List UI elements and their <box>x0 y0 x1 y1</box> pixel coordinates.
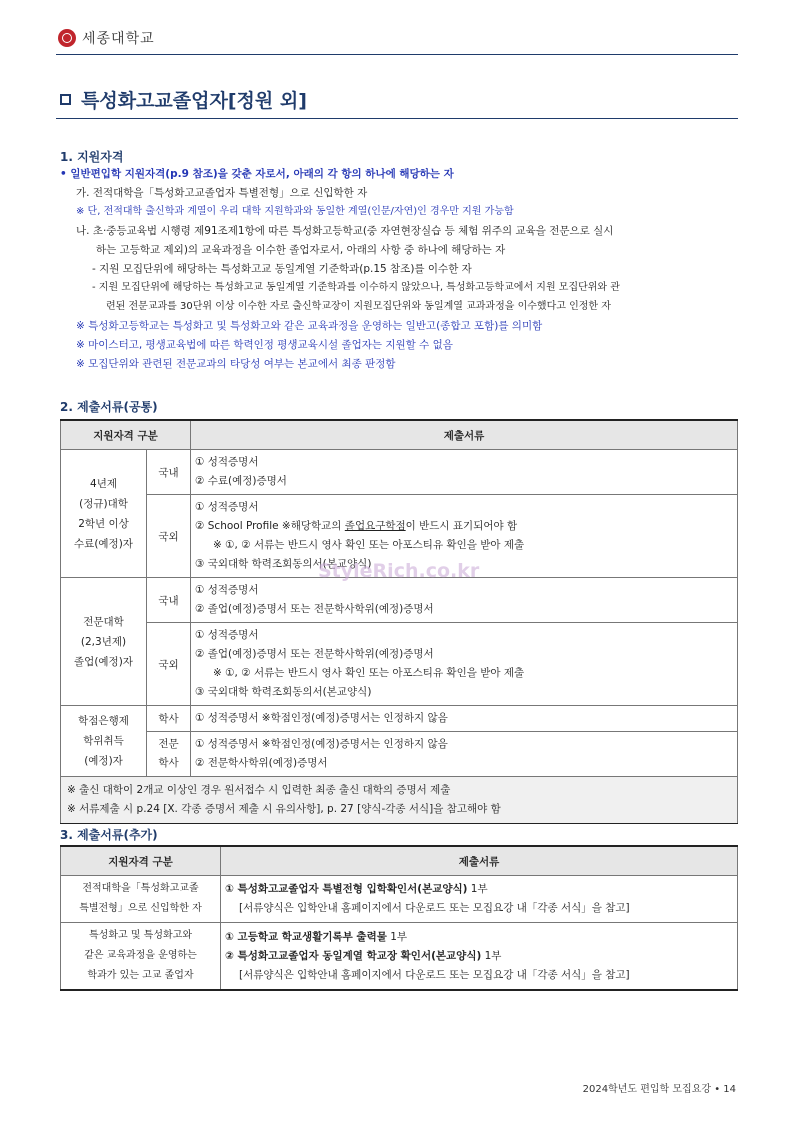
doc-line: ① 성적증명서 ※학점인정(예정)증명서는 인정하지 않음 <box>195 712 448 724</box>
group-junior-college: 전문대학 (2,3년제) 졸업(예정)자 <box>61 578 147 706</box>
col-header-documents: 제출서류 <box>221 846 738 876</box>
doc-note: [서류양식은 입학안내 홈페이지에서 다운로드 또는 모집요강 내「각종 서식」을 참고] <box>239 968 630 981</box>
doc-line: ① 성적증명서 <box>195 501 259 513</box>
doc-count: 1부 <box>481 949 502 962</box>
docs-transfer-special <box>221 876 738 923</box>
group-credit-bank: 학점은행제 학위취득 (예정)자 <box>61 706 147 777</box>
item-ga: 가. 전적대학을「특성화고교졸업자 특별전형」으로 신입학한 자 <box>76 187 368 199</box>
doc-text: ② School Profile ※해당학교의 <box>195 520 345 532</box>
doc-count: 1부 <box>386 930 408 943</box>
header-divider <box>56 54 738 55</box>
page-footer: 2024학년도 편입학 모집요강 • 14 <box>582 1084 736 1095</box>
eligibility-bullet: • 일반편입학 지원자격(p.9 참조)을 갖춘 자로서, 아래의 각 항의 하나에 해당하는 자 <box>60 168 454 180</box>
doc-note: [서류양식은 입학안내 홈페이지에서 다운로드 또는 모집요강 내「각종 서식」을 참고] <box>239 902 630 914</box>
item-na-dash1: - 지원 모집단위에 해당하는 특성화고교 동일계열 기준학과(p.15 참조)를 이수한 자 <box>92 263 472 275</box>
doc-line <box>225 880 733 899</box>
table-note: ※ 서류제출 시 p.24 [Ⅹ. 각종 증명서 제출 시 유의사항], p. 27 [양식-각종 서식]을 참고해야 함 <box>67 803 501 815</box>
item-ga-note: ※ 단, 전적대학 출신학과 계열이 우리 대학 지원학과와 동일한 계열(인문/자연)인 경우만 지원 가능함 <box>76 206 514 217</box>
page-title <box>60 86 307 113</box>
common-documents-table <box>60 419 738 824</box>
doc-line: ① 성적증명서 ※학점인정(예정)증명서는 인정하지 않음 <box>195 738 448 750</box>
sub-foreign: 국외 <box>147 623 191 706</box>
page-header <box>58 28 155 48</box>
section2-heading: 2. 제출서류(공통) <box>60 400 158 414</box>
doc-count: 1부 <box>467 883 488 895</box>
note-2: ※ 마이스터고, 평생교육법에 따른 학력인정 평생교육시설 졸업자는 지원할 수 없음 <box>76 339 453 351</box>
doc-line: ① 성적증명서 <box>195 584 259 596</box>
additional-documents-table <box>60 845 738 991</box>
section1-heading: 1. 지원자격 <box>60 150 124 164</box>
doc-line: ② 졸업(예정)증명서 또는 전문학사학위(예정)증명서 <box>195 603 434 615</box>
col-header-documents: 제출서류 <box>191 420 738 450</box>
note-1: ※ 특성화고등학교는 특성화고 및 특성화고와 같은 교육과정을 운영하는 일반고(종합고 포함)를 의미함 <box>76 320 543 332</box>
doc-underlined: 졸업요구학점 <box>344 520 406 532</box>
title-text: 특성화고교졸업자[정원 외] <box>81 90 307 112</box>
table-note: ※ 출신 대학이 2개교 이상인 경우 원서접수 시 입력한 최종 출신 대학의 증명서 제출 <box>67 784 451 796</box>
doc-text: ① 고등학교 학교생활기록부 출력물 <box>225 930 387 943</box>
docs-credit-associate <box>191 732 738 777</box>
doc-line: ① 성적증명서 <box>195 456 259 468</box>
doc-note: ※ ①, ② 서류는 반드시 영사 확인 또는 아포스티유 확인을 받아 제출 <box>213 539 525 551</box>
docs-junior-foreign <box>191 623 738 706</box>
university-name: 세종대학교 <box>82 31 155 47</box>
item-na-dash2b: 련된 전문교과를 30단위 이상 이수한 자로 출신학교장이 지원모집단위와 동일계열 교과과정을 이수했다고 인정한 자 <box>106 301 611 312</box>
doc-line: ② 졸업(예정)증명서 또는 전문학사학위(예정)증명서 <box>195 648 434 660</box>
col-header-eligibility: 지원자격 구분 <box>61 846 221 876</box>
group-specialized-hs: 특성화고 및 특성화고와 같은 교육과정을 운영하는 학과가 있는 고교 졸업자 <box>61 923 221 991</box>
title-divider <box>56 118 738 119</box>
item-na-dash2a: - 지원 모집단위에 해당하는 특성화고교 동일계열 기준학과를 이수하지 않았으나, 특성화고등학교에서 지원 모집단위와 관 <box>92 282 620 293</box>
university-logo-icon <box>58 29 76 47</box>
doc-line: ② 전문학사학위(예정)증명서 <box>195 757 328 769</box>
doc-text: 이 반드시 표기되어야 함 <box>405 520 518 532</box>
note-3: ※ 모집단위와 관련된 전문교과의 타당성 여부는 본교에서 최종 판정함 <box>76 358 396 370</box>
doc-text: ② 특성화고교졸업자 동일계열 학교장 확인서(본교양식) <box>225 949 482 962</box>
section3-heading: 3. 제출서류(추가) <box>60 828 158 842</box>
sub-associate: 전문 학사 <box>147 732 191 777</box>
doc-line: ② 수료(예정)증명서 <box>195 475 287 487</box>
group-4year: 4년제 (정규)대학 2학년 이상 수료(예정)자 <box>61 450 147 578</box>
doc-line <box>225 928 733 947</box>
item-na-line2: 하는 고등학교 제외)의 교육과정을 이수한 졸업자로서, 아래의 사항 중 하나에 해당하는 자 <box>96 244 506 256</box>
doc-note: ※ ①, ② 서류는 반드시 영사 확인 또는 아포스티유 확인을 받아 제출 <box>213 667 525 679</box>
docs-credit-bachelor <box>191 706 738 732</box>
docs-4year-domestic <box>191 450 738 495</box>
watermark: StyleRich.co.kr <box>318 560 480 582</box>
doc-text: ① 특성화고교졸업자 특별전형 입학확인서(본교양식) <box>225 883 468 895</box>
col-header-eligibility: 지원자격 구분 <box>61 420 191 450</box>
doc-line <box>225 947 733 966</box>
doc-line: ① 성적증명서 <box>195 629 259 641</box>
doc-line: ③ 국외대학 학력조회동의서(본교양식) <box>195 686 372 698</box>
item-na-line1: 나. 초·중등교육법 시행령 제91조제1항에 따른 특성화고등학교(중 자연현장실습 등 체험 위주의 교육을 전문으로 실시 <box>76 225 614 237</box>
sub-bachelor: 학사 <box>147 706 191 732</box>
group-transfer-special: 전적대학을「특성화고교졸 특별전형」으로 신입학한 자 <box>61 876 221 923</box>
sub-domestic: 국내 <box>147 578 191 623</box>
doc-line-profile <box>195 517 733 536</box>
docs-junior-domestic <box>191 578 738 623</box>
docs-specialized-hs <box>221 923 738 991</box>
sub-domestic: 국내 <box>147 450 191 495</box>
checkbox-square-icon <box>60 94 71 105</box>
table-notes <box>61 777 738 824</box>
sub-foreign: 국외 <box>147 495 191 578</box>
doc-line: ③ 국외대학 학력조회동의서(본교양식) <box>195 558 372 570</box>
